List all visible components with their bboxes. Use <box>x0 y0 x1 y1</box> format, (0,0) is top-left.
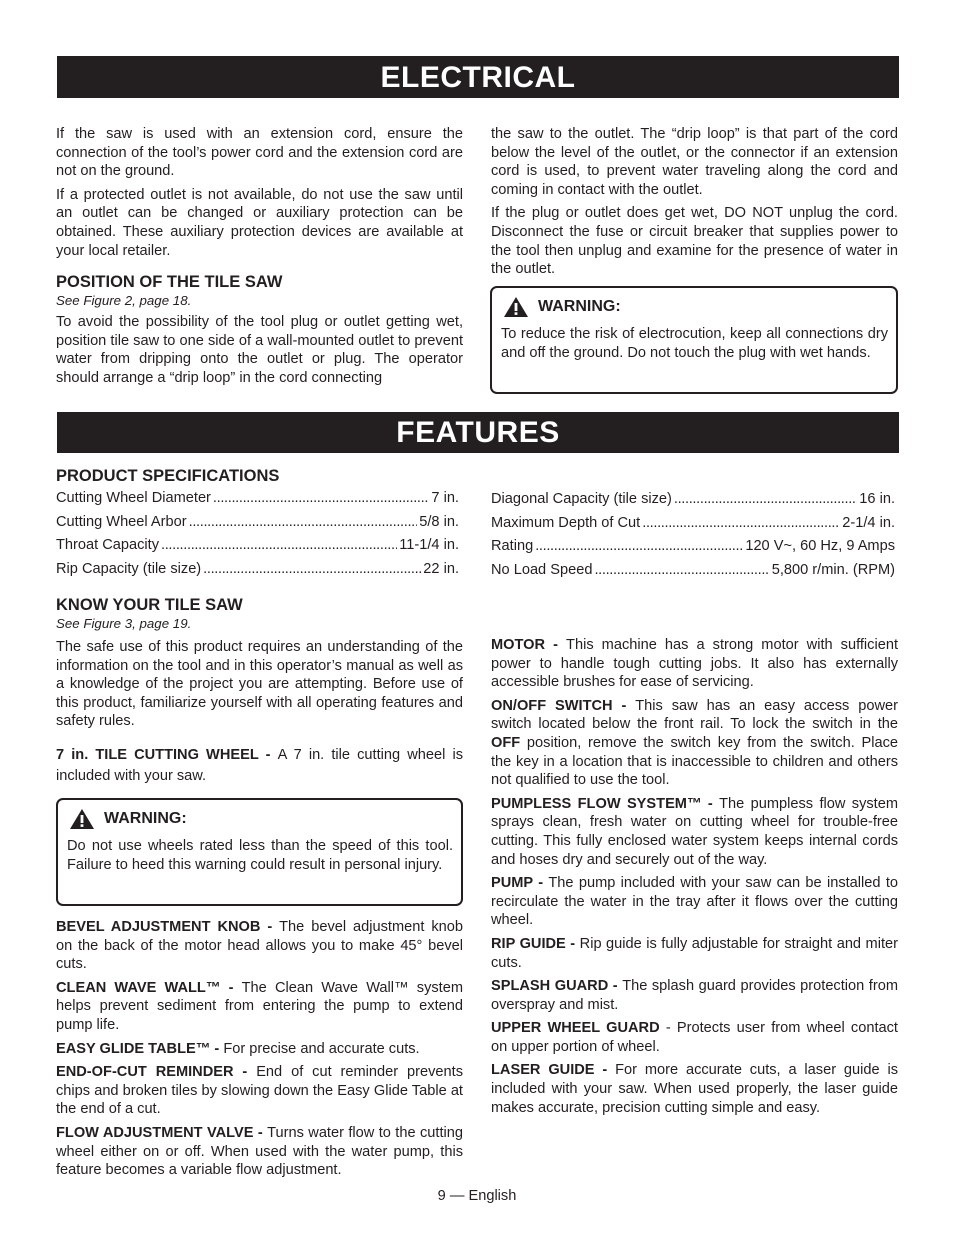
warning-label: WARNING: <box>104 810 187 827</box>
feature-description: - Protects user from wheel contact on upper portion of wheel. <box>491 1020 898 1055</box>
protected-outlet-paragraph: If a protected outlet is not available, do not use the saw until an outlet can be changed or auxiliary protection can be obtained. These auxiliary protection devices are available at your local retailer. <box>56 186 463 259</box>
wheel-speed-warning-box <box>56 798 463 906</box>
warning-triangle-icon <box>69 808 95 830</box>
position-paragraph: To avoid the possibility of the tool plug or outlet getting wet, position tile saw to one side of a wall-mounted outlet to prevent water from dripping onto the outlet or plug. The operator should arrange a “drip loop” in the cord connecting <box>56 314 463 386</box>
electrical-section-banner <box>57 56 899 98</box>
spec-row <box>56 536 459 560</box>
leader-dots <box>161 536 397 555</box>
feature-item <box>56 1040 463 1059</box>
know-intro-paragraph: The safe use of this product requires an understanding of the information on the tool and in this operator’s manual as well as a knowledge of the project you are attempting. Before use of this product, familiarize yourself with all operating features and safety rules. <box>56 639 463 730</box>
leader-dots <box>642 514 840 533</box>
spec-label: Diagonal Capacity (tile size) <box>491 491 672 507</box>
spec-label: Cutting Wheel Diameter <box>56 490 211 506</box>
feature-item <box>491 977 898 1014</box>
feature-item <box>56 1124 463 1180</box>
features-section-banner <box>57 412 899 453</box>
leader-dots <box>213 489 429 508</box>
leader-dots <box>189 513 418 532</box>
spec-label: Rip Capacity (tile size) <box>56 560 202 577</box>
feature-item <box>491 636 898 692</box>
feature-item <box>56 979 463 1035</box>
page-footer <box>0 1187 954 1206</box>
spec-label: Maximum Depth of Cut <box>491 514 641 531</box>
page-number: 9 — English <box>437 1188 517 1204</box>
feature-term: PUMP - <box>491 875 549 892</box>
feature-description: For precise and accurate cuts. <box>223 1040 420 1057</box>
features-title: FEATURES <box>396 416 560 449</box>
feature-item <box>56 1063 463 1119</box>
feature-description: The Clean Wave Wall™ system helps prevent sediment from entering the pump to extend pump life. <box>56 979 464 1033</box>
feature-item <box>491 935 898 972</box>
feature-term: END-OF-CUT REMINDER - <box>56 1064 257 1081</box>
warning-heading <box>69 808 453 830</box>
feature-description: This machine has a strong motor with sufficient power to handle tough cutting jobs. It also has externally accessible brushes for ease of servicing. <box>491 637 898 691</box>
feature-item <box>56 918 463 974</box>
leader-dots <box>535 537 743 556</box>
specs-left-list <box>56 489 459 583</box>
feature-description: A 7 in. tile cutting wheel is included with your saw. <box>56 746 463 784</box>
spec-value: 7 in. <box>431 490 459 506</box>
know-figure-reference: See Figure 3, page 19. <box>56 616 192 631</box>
feature-description: The splash guard provides protection from overspray and mist. <box>491 978 898 1013</box>
leader-dots <box>674 490 857 509</box>
feature-item <box>491 874 898 930</box>
feature-item <box>491 1019 898 1056</box>
feature-description: The pump included with your saw can be installed to recirculate the water in the tray after it flows over the cutting wheel. <box>491 875 898 929</box>
feature-item <box>491 1061 898 1117</box>
feature-term: LASER GUIDE - <box>491 1062 616 1079</box>
extension-cord-paragraph: If the saw is used with an extension cord, ensure the connection of the tool’s power cord and the extension cord are not on the ground. <box>56 126 463 180</box>
know-your-tile-saw-heading: KNOW YOUR TILE SAW <box>56 596 243 614</box>
feature-term: CLEAN WAVE WALL™ - <box>56 979 242 996</box>
spec-row <box>491 561 895 585</box>
feature-term: FLOW ADJUSTMENT VALVE - <box>56 1124 268 1141</box>
electrical-left-column <box>56 125 463 393</box>
feature-term: 7 in. TILE CUTTING WHEEL - <box>56 746 278 763</box>
feature-description: End of cut reminder prevents chips and broken tiles by slowing down the Easy Glide Table at the end of a cut. <box>56 1064 463 1118</box>
spec-row <box>56 489 459 513</box>
leader-dots <box>203 560 421 579</box>
position-figure-reference: See Figure 2, page 18. <box>56 293 192 309</box>
features-left-column <box>56 595 463 797</box>
electrocution-warning-box <box>490 286 898 394</box>
feature-term: RIP GUIDE - <box>491 935 580 952</box>
feature-term: PUMPLESS FLOW SYSTEM™ - <box>491 795 720 812</box>
product-specifications-heading: PRODUCT SPECIFICATIONS <box>56 467 280 485</box>
spec-value: 5,800 r/min. (RPM) <box>771 561 895 578</box>
position-heading: POSITION OF THE TILE SAW <box>56 273 283 292</box>
features-left-list <box>56 918 463 1185</box>
drip-loop-paragraph: the saw to the outlet. The “drip loop” is that part of the cord below the level of the outlet, or the connector if an extension cord is used, to prevent water traveling along the cord and coming in contact with the outlet. <box>491 126 898 198</box>
spec-value: 2-1/4 in. <box>842 514 895 531</box>
feature-term: UPPER WHEEL GUARD <box>491 1020 660 1037</box>
feature-description: position, remove the switch key from the switch. Place the key in a location that is inaccessible to children and others not qualified to use the tool. <box>491 734 898 789</box>
warning-heading <box>503 296 888 318</box>
feature-item <box>491 697 898 790</box>
off-keyword: OFF <box>491 734 521 751</box>
feature-description: The bevel adjustment knob on the back of the motor head allows you to make 45° bevel cuts. <box>56 919 464 973</box>
spec-value: 5/8 in. <box>419 513 459 530</box>
spec-label: Rating <box>491 538 534 555</box>
feature-description: Rip guide is fully adjustable for straight and miter cuts. <box>491 935 898 971</box>
spec-value: 16 in. <box>859 491 895 507</box>
spec-value: 120 V~, 60 Hz, 9 Amps <box>745 538 895 555</box>
leader-dots <box>594 561 769 580</box>
spec-value: 22 in. <box>423 560 459 577</box>
features-right-list <box>491 636 898 1122</box>
feature-description: This saw has an easy access power switch located below the front rail. To lock the switch in the <box>491 697 898 733</box>
electrical-title: ELECTRICAL <box>380 61 576 94</box>
specs-right-list <box>491 490 895 584</box>
spec-row <box>491 537 895 561</box>
spec-row <box>56 560 459 584</box>
feature-item <box>491 795 898 869</box>
feature-term: MOTOR - <box>491 637 567 653</box>
feature-description: For more accurate cuts, a laser guide is included with your saw. When used properly, the laser guide makes accurate, precision cutting simple and easy. <box>491 1062 899 1116</box>
warning-text: Do not use wheels rated less than the speed of this tool. Failure to heed this warning could result in personal injury. <box>67 838 453 873</box>
feature-description: The pumpless flow system sprays clean, fresh water on cutting wheel for trouble-free cutting. This fully enclosed water system keeps internal cords and hoses dry and securely out of the way. <box>491 795 898 868</box>
feature-term: EASY GLIDE TABLE™ - <box>56 1040 224 1057</box>
electrical-right-column <box>491 125 898 284</box>
feature-term: SPLASH GUARD - <box>491 978 623 995</box>
feature-term: BEVEL ADJUSTMENT KNOB - <box>56 919 280 935</box>
spec-row <box>491 490 895 514</box>
wet-plug-paragraph: If the plug or outlet does get wet, DO NOT unplug the cord. Disconnect the fuse or circuit breaker that supplies power to the tool then unplug and examine for the presence of water in the outlet. <box>491 205 898 278</box>
spec-row <box>56 513 459 537</box>
feature-term: ON/OFF SWITCH - <box>491 697 636 714</box>
feature-item <box>56 745 463 787</box>
warning-text: To reduce the risk of electrocution, keep all connections dry and off the ground. Do not touch the plug with wet hands. <box>501 326 888 361</box>
spec-value: 11-1/4 in. <box>399 537 459 554</box>
warning-triangle-icon <box>503 296 529 318</box>
spec-row <box>491 514 895 538</box>
warning-label: WARNING: <box>538 298 621 315</box>
spec-label: Cutting Wheel Arbor <box>56 513 187 530</box>
spec-label: Throat Capacity <box>56 537 160 554</box>
feature-description: Turns water flow to the cutting wheel either on or off. When used with the water pump, this feature becomes a variable flow adjustment. <box>56 1124 463 1179</box>
spec-label: No Load Speed <box>491 561 593 578</box>
